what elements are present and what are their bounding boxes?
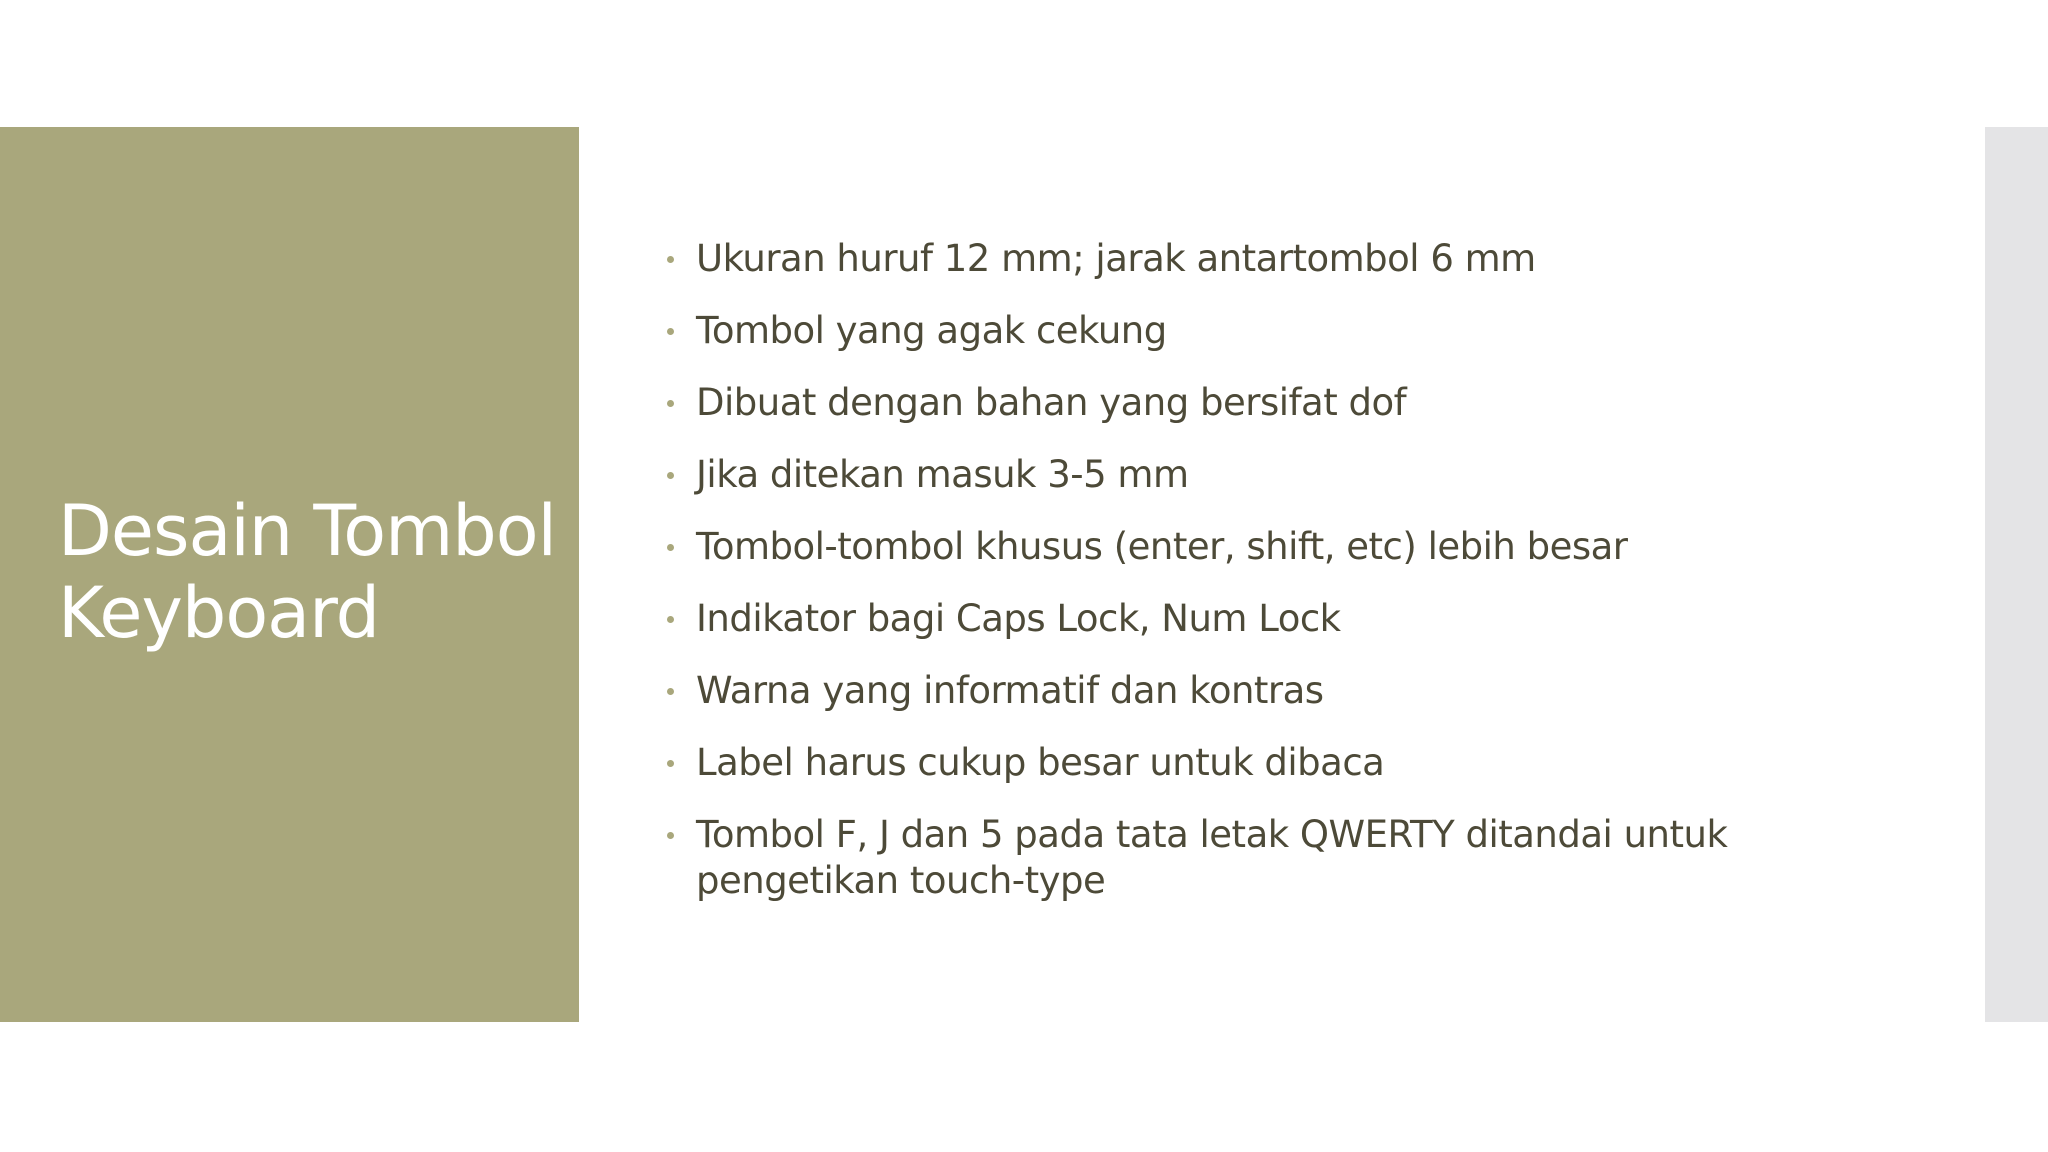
bullet-text: Tombol yang agak cekung — [696, 309, 1167, 352]
bullet-text: Tombol F, J dan 5 pada tata letak QWERTY ditandai untuk pengetikan touch-type — [696, 813, 1728, 902]
bullet-item — [660, 812, 1920, 904]
bullet-item — [660, 308, 1920, 354]
slide-title: Desain Tombol Keyboard — [58, 490, 556, 654]
bullet-text: Ukuran huruf 12 mm; jarak antartombol 6 mm — [696, 237, 1536, 280]
bullet-text: Dibuat dengan bahan yang bersifat dof — [696, 381, 1407, 424]
bullet-item — [660, 236, 1920, 282]
bullet-dot-icon — [667, 832, 674, 839]
bullet-dot-icon — [667, 256, 674, 263]
bullet-dot-icon — [667, 400, 674, 407]
bullet-item — [660, 740, 1920, 786]
right-accent-strip — [1985, 127, 2048, 1022]
bullet-dot-icon — [667, 616, 674, 623]
bullet-item — [660, 380, 1920, 426]
bullet-dot-icon — [667, 328, 674, 335]
bullet-item — [660, 524, 1920, 570]
slide-content — [660, 236, 1920, 930]
bullet-list — [660, 236, 1920, 904]
bullet-text: Label harus cukup besar untuk dibaca — [696, 741, 1385, 784]
bullet-dot-icon — [667, 760, 674, 767]
bullet-item — [660, 452, 1920, 498]
bullet-text: Indikator bagi Caps Lock, Num Lock — [696, 597, 1341, 640]
bullet-text: Warna yang informatif dan kontras — [696, 669, 1324, 712]
bullet-dot-icon — [667, 472, 674, 479]
bullet-dot-icon — [667, 544, 674, 551]
bullet-text: Jika ditekan masuk 3-5 mm — [696, 453, 1189, 496]
bullet-dot-icon — [667, 688, 674, 695]
bullet-item — [660, 668, 1920, 714]
bullet-item — [660, 596, 1920, 642]
bullet-text: Tombol-tombol khusus (enter, shift, etc) lebih besar — [696, 525, 1628, 568]
